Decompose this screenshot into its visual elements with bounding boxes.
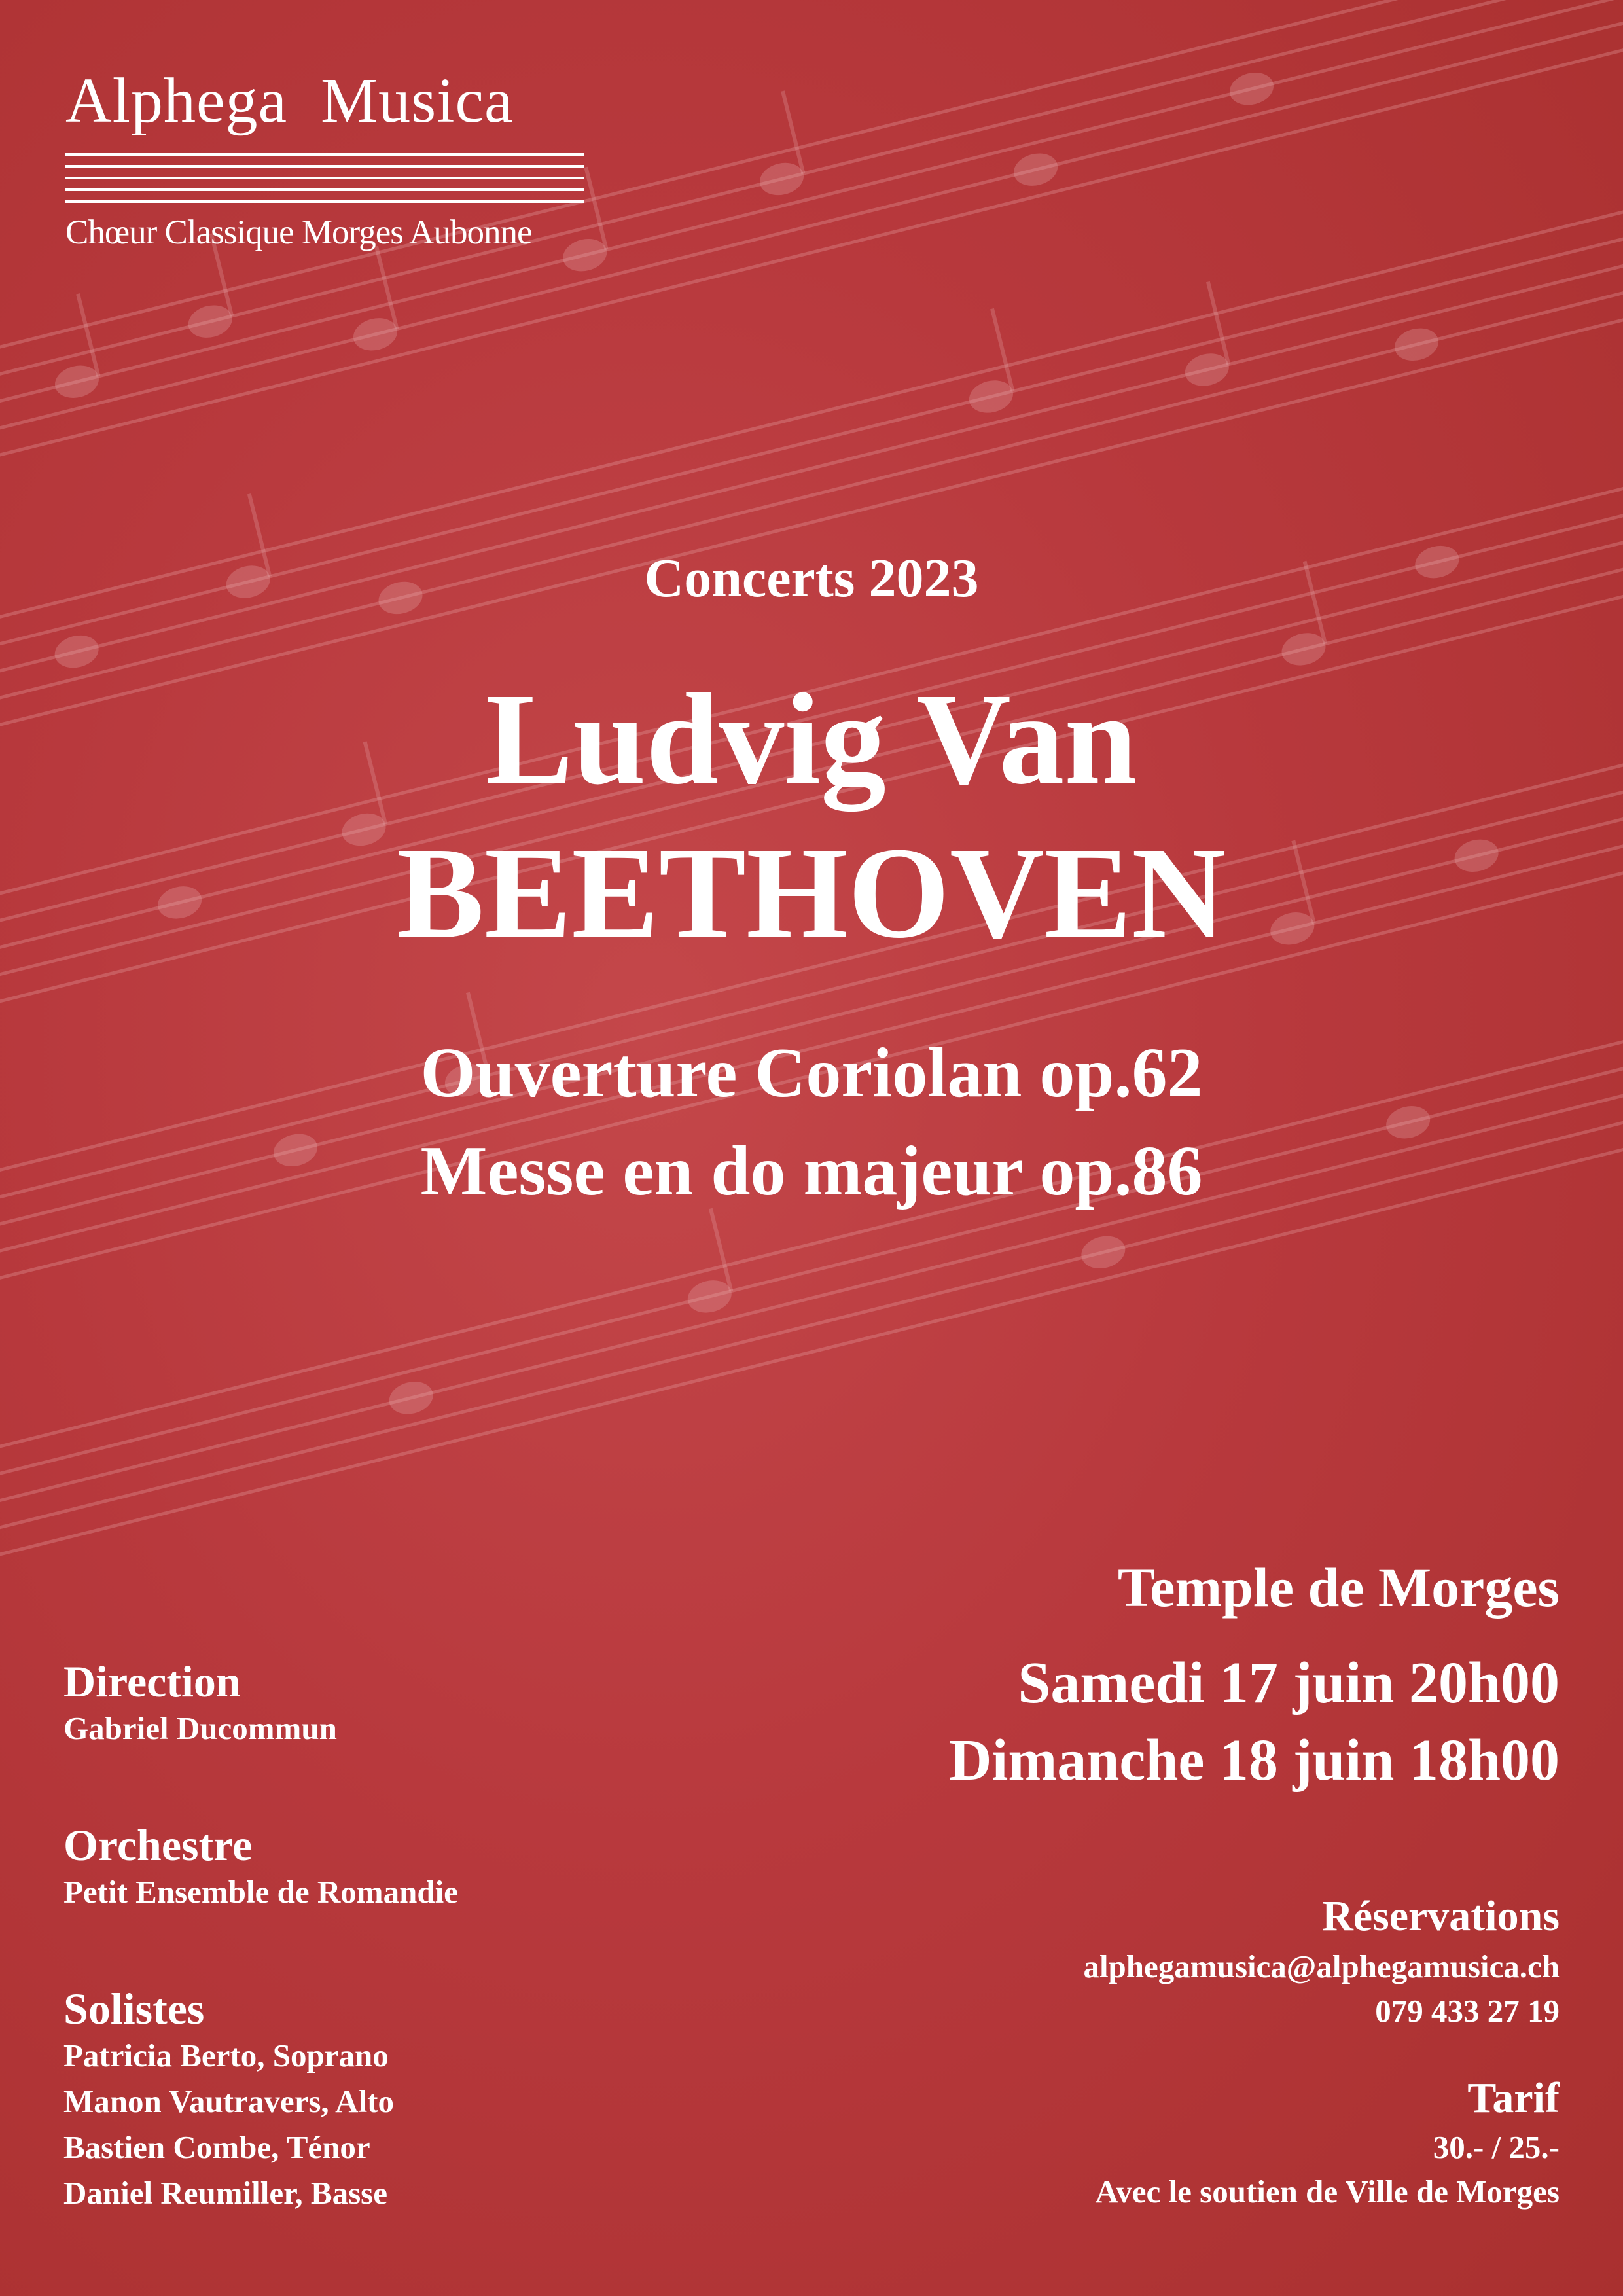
logo-staff-lines xyxy=(65,152,584,204)
reservations-phone[interactable]: 079 433 27 19 xyxy=(1375,1993,1560,2029)
direction-heading: Direction xyxy=(63,1657,241,1706)
work-title: Ouverture Coriolan op.62 xyxy=(420,1034,1203,1112)
director-name: Gabriel Ducommun xyxy=(63,1710,337,1746)
concert-series-title: Concerts 2023 xyxy=(644,548,979,609)
soloist-item: Bastien Combe, Ténor xyxy=(63,2129,370,2165)
soloist-item: Patricia Berto, Soprano xyxy=(63,2037,389,2073)
soloists-heading: Solistes xyxy=(63,1984,205,2034)
reservations-email[interactable]: alphegamusica@alphegamusica.ch xyxy=(1083,1948,1560,1984)
logo-name: Alphega Musica xyxy=(65,65,514,136)
logo-subtitle: Chœur Classique Morges Aubonne xyxy=(65,213,532,251)
concert-date: Dimanche 18 juin 18h00 xyxy=(949,1728,1560,1793)
work-title: Messe en do majeur op.86 xyxy=(420,1132,1203,1210)
concert-date: Samedi 17 juin 20h00 xyxy=(1018,1651,1560,1715)
support-note: Avec le soutien de Ville de Morges xyxy=(1095,2174,1560,2210)
composer-first-name: Ludvig Van xyxy=(486,667,1137,812)
composer-last-name: BEETHOVEN xyxy=(397,821,1226,965)
orchestra-name: Petit Ensemble de Romandie xyxy=(63,1874,458,1910)
soloist-item: Daniel Reumiller, Basse xyxy=(63,2175,387,2211)
orchestra-heading: Orchestre xyxy=(63,1820,253,1870)
venue: Temple de Morges xyxy=(1117,1556,1560,1619)
tarif-heading: Tarif xyxy=(1467,2074,1560,2122)
soloist-item: Manon Vautravers, Alto xyxy=(63,2083,395,2119)
tarif-prices: 30.- / 25.- xyxy=(1433,2129,1560,2165)
reservations-heading: Réservations xyxy=(1322,1892,1560,1940)
